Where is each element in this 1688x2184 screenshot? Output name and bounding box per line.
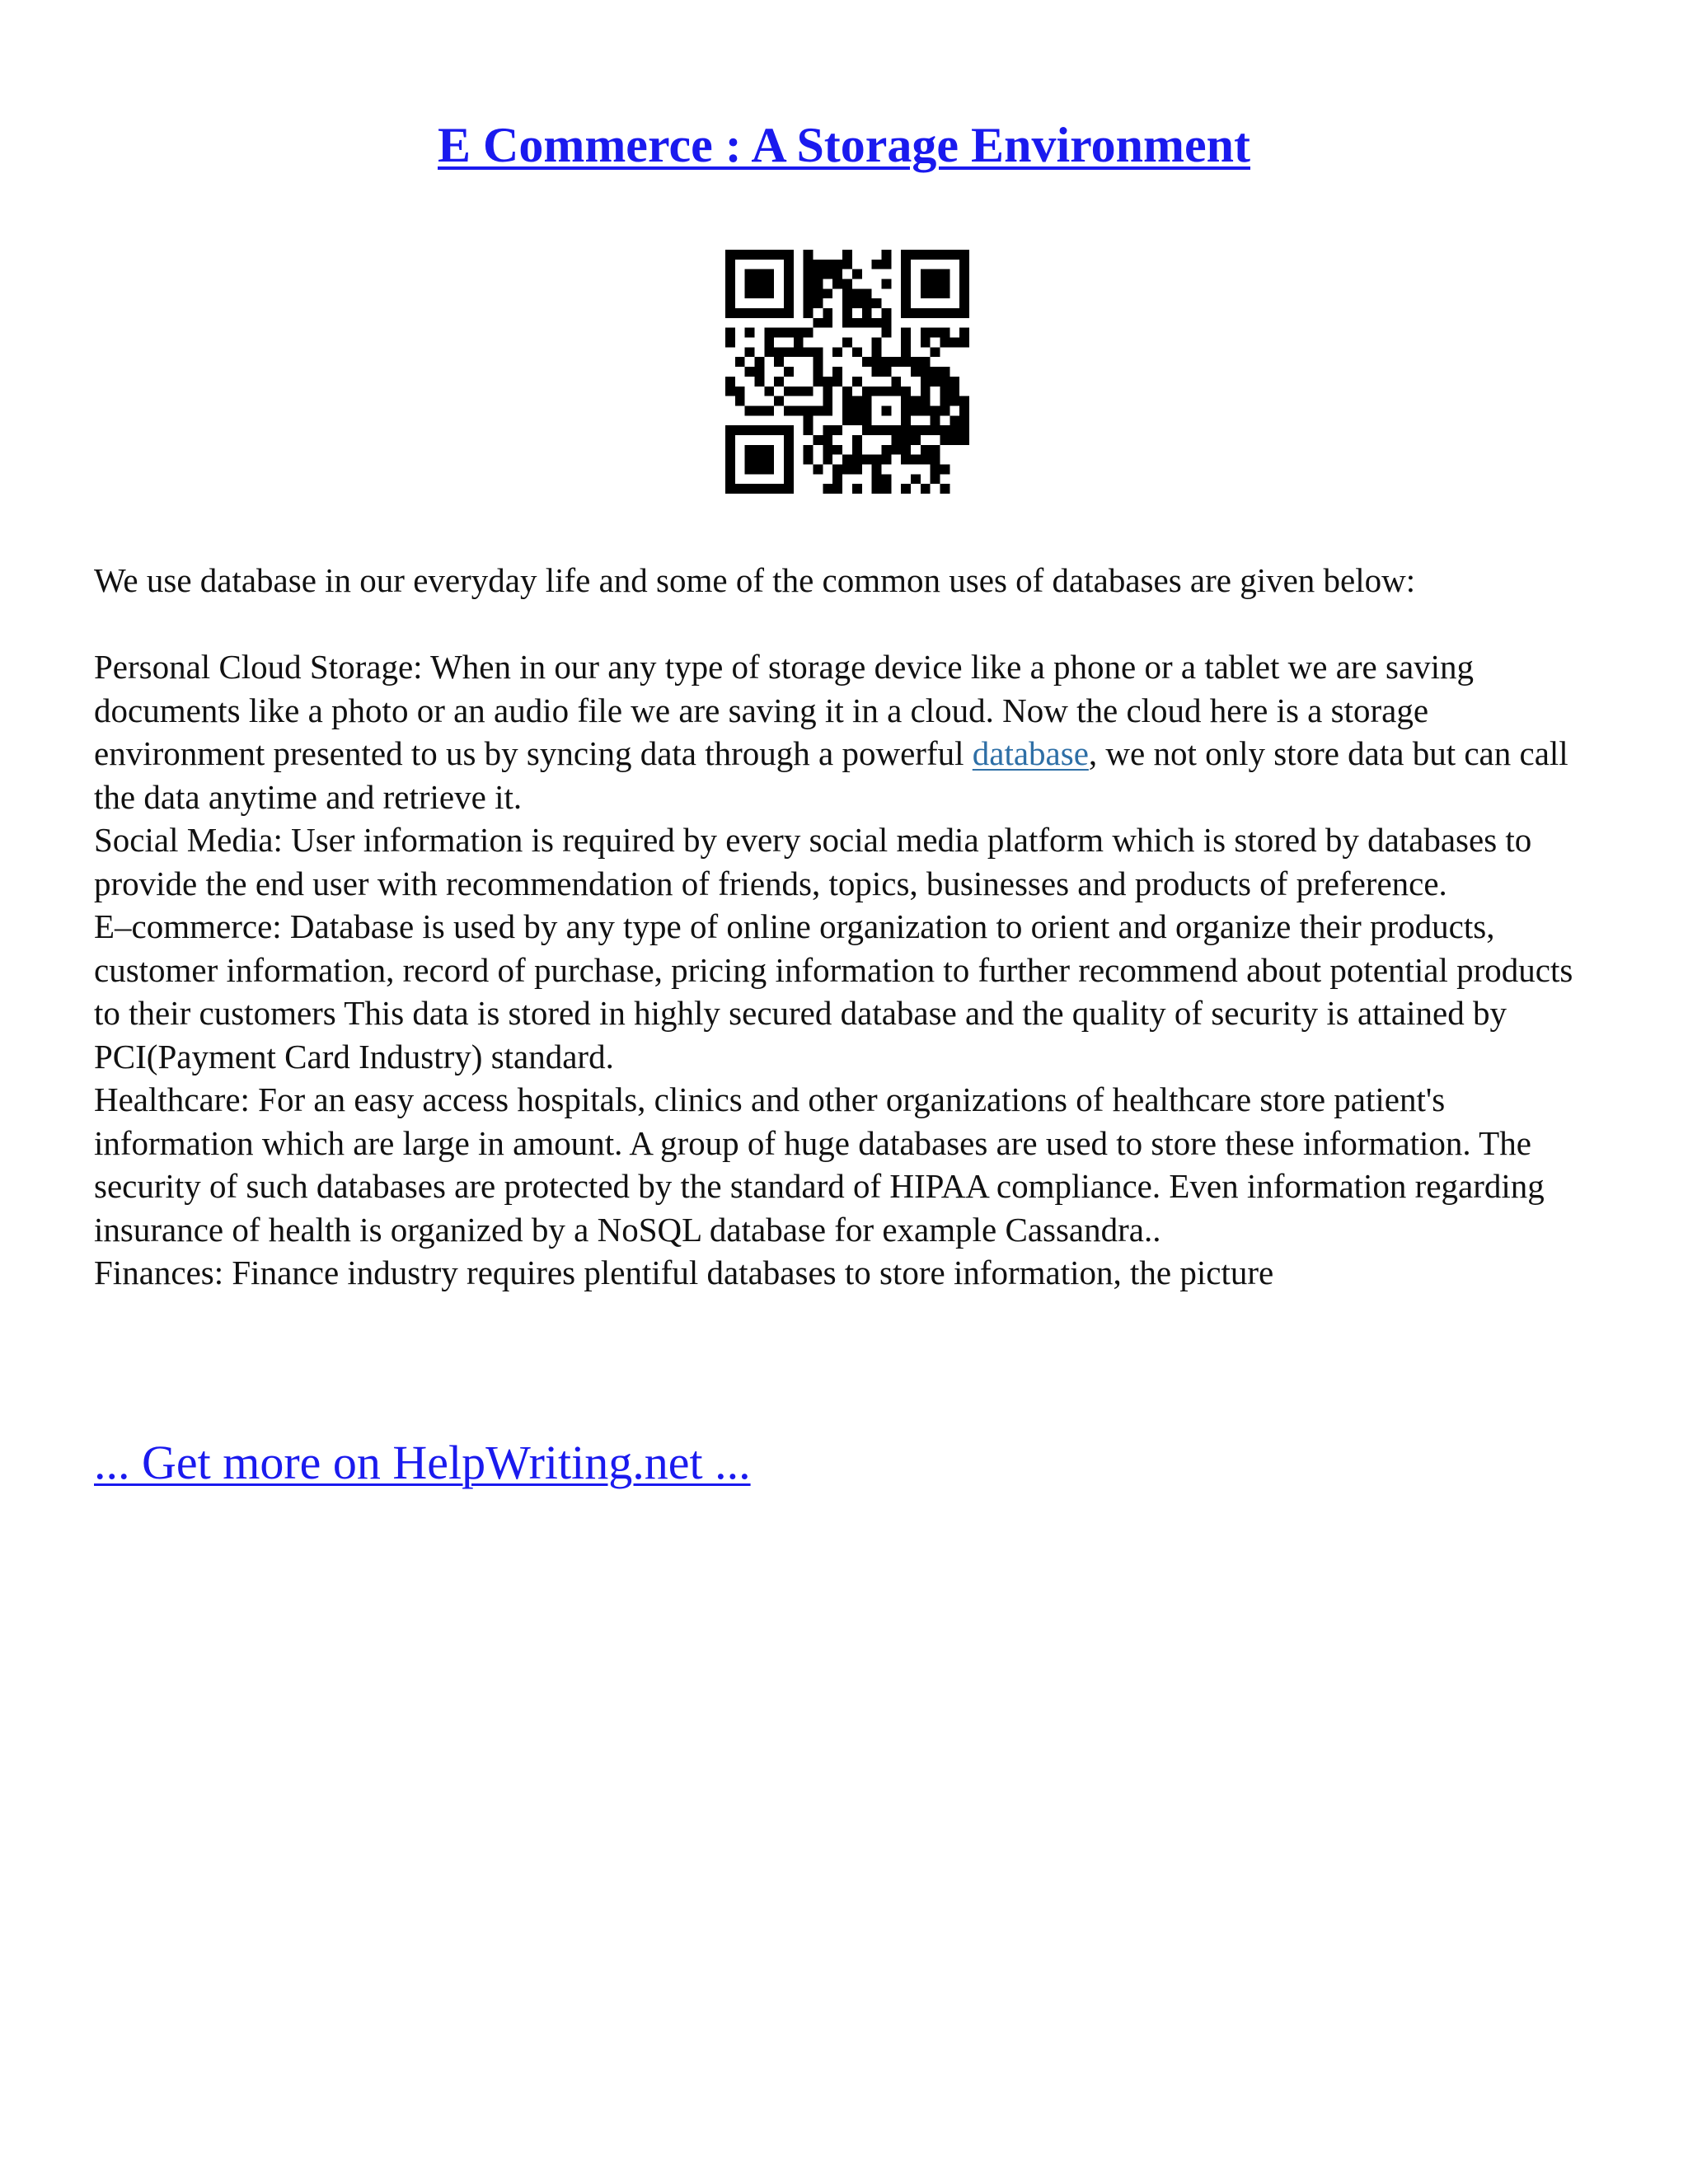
healthcare-paragraph: Healthcare: For an easy access hospitals, clinics and other organizations of healthcare store patient's information which are large in amount. A group of huge databases are used to store these information. The security of such databases are protected by the standard of HIPAA compliance. Even information regarding insurance of health is organized by a NoSQL database for example Cassandra.. — [94, 1080, 1545, 1249]
finances-paragraph: Finances: Finance industry requires plentiful databases to store information, the picture — [94, 1254, 1274, 1291]
cloud-storage-text-end: , we not only store data but can call the data anytime and retrieve it. — [94, 734, 1568, 816]
get-more-line — [94, 1434, 751, 1492]
paragraph-spacer — [94, 602, 1602, 646]
title-link[interactable]: E Commerce : A Storage Environment — [438, 118, 1250, 172]
qr-code-icon — [725, 250, 969, 494]
intro-paragraph: We use database in our everyday life and some of the common uses of databases are given below: — [94, 561, 1416, 599]
get-more-link[interactable]: ... Get more on HelpWriting.net ... — [94, 1436, 751, 1489]
cloud-storage-text: Personal Cloud Storage: When in our any type of storage device like a phone or a tablet we are saving documents like a photo or an audio file we are saving it in a cloud. Now the cloud here is a storage environment presented to us by syncing data through a powerful — [94, 648, 1475, 772]
ecommerce-paragraph: E–commerce: Database is used by any type of online organization to orient and organize their products, customer information, record of purchase, pricing information to further recommend about potential products to their customers This data is stored in highly secured database and the quality of security is attained by PCI(Payment Card Industry) standard. — [94, 907, 1573, 1076]
cloud-storage-paragraph — [94, 645, 1602, 818]
database-link[interactable]: database — [972, 734, 1089, 772]
social-media-paragraph: Social Media: User information is required by every social media platform which is stored by databases to provide the end user with recommendation of friends, topics, businesses and products of preference. — [94, 821, 1532, 902]
page-title — [0, 115, 1688, 175]
document-body — [94, 559, 1602, 1295]
